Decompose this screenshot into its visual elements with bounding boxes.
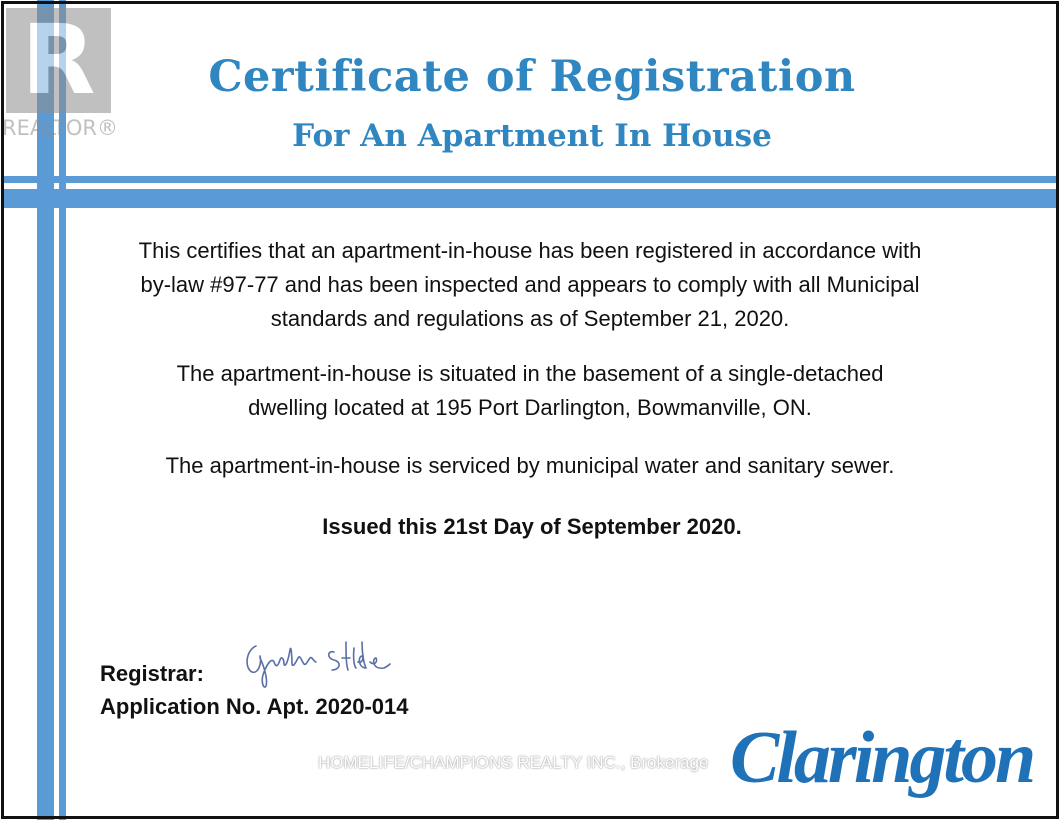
application-number: Application No. Apt. 2020-014 [100, 694, 409, 719]
paragraph-location [90, 357, 970, 425]
registrar-signature [238, 628, 398, 692]
issued-date: Issued this 21st Day of September 2020. [322, 514, 742, 539]
realtor-logo-icon: R [21, 4, 96, 116]
paragraph-line: standards and regulations as of September 21, 2020. [270, 306, 790, 331]
certificate-title: Certificate of Registration [208, 52, 856, 102]
registrar-label: Registrar: [100, 661, 204, 686]
clarington-logo: Clarington [730, 717, 1034, 799]
paragraph-services [90, 449, 970, 483]
paragraph-line: dwelling located at 195 Port Darlington, Bowmanville, ON. [248, 395, 812, 420]
brokerage-watermark: HOMELIFE/CHAMPIONS REALTY INC., Brokerage [318, 753, 709, 772]
paragraph-line: The apartment-in-house is serviced by municipal water and sanitary sewer. [165, 453, 895, 478]
paragraph-line: The apartment-in-house is situated in the basement of a single-detached [176, 361, 884, 386]
paragraph-line: This certifies that an apartment-in-house has been registered in accordance with [138, 238, 922, 263]
paragraph-line: by-law #97-77 and has been inspected and appears to comply with all Municipal [140, 272, 920, 297]
paragraph-registration [90, 234, 970, 336]
realtor-logo-text: REALTOR® [2, 116, 118, 140]
certificate-subtitle: For An Apartment In House [292, 118, 772, 154]
